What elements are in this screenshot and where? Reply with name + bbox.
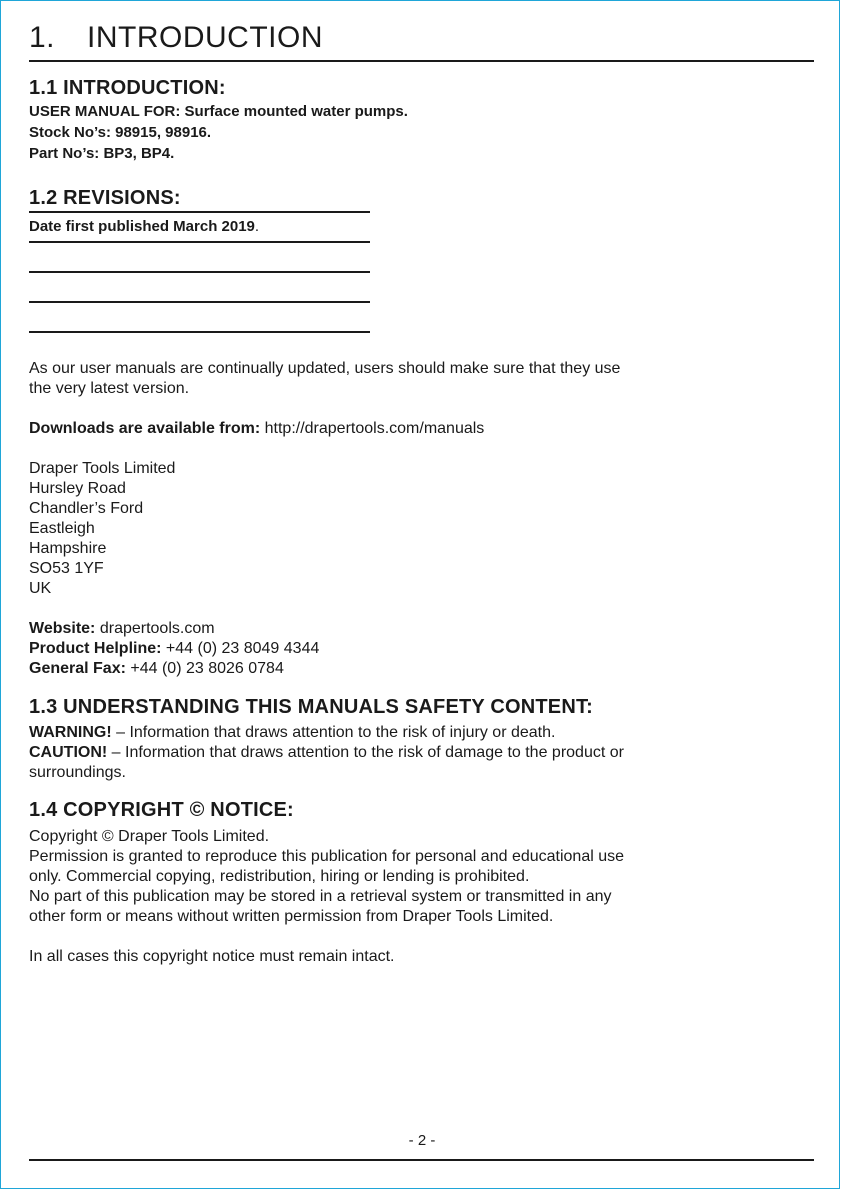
revision-rule-2 xyxy=(29,241,370,243)
helpline-line: Product Helpline: +44 (0) 23 8049 4344 xyxy=(29,640,320,657)
section-1-4-title: 1.4 COPYRIGHT © NOTICE: xyxy=(29,799,294,821)
manual-for-line: USER MANUAL FOR: Surface mounted water pumps. xyxy=(29,103,408,120)
company-address xyxy=(29,459,719,599)
address-line: UK xyxy=(29,580,52,597)
downloads-line: Downloads are available from: http://drapertools.com/manuals xyxy=(29,420,485,437)
stock-numbers-line: Stock No’s: 98915, 98916. xyxy=(29,124,212,141)
section-1-3-title: 1.3 UNDERSTANDING THIS MANUALS SAFETY CONTENT: xyxy=(29,696,594,718)
safety-definitions: WARNING! – Information that draws attention to the risk of injury or death. CAUTION! – Information that draws attention to the risk of damage to the product or surroundings. xyxy=(29,723,719,783)
address-line: Chandler’s Ford xyxy=(29,500,144,517)
address-line: Hampshire xyxy=(29,540,107,557)
part-numbers-line: Part No’s: BP3, BP4. xyxy=(29,145,175,162)
copyright-text: Copyright © Draper Tools Limited. Permission is granted to reproduce this publication for personal and educational use only. Commercial copying, redistribution, hiring or lending is prohibited. No part of this publication may be stored in a retrieval system or transmitted in any other form or means without written permission from Draper Tools Limited. xyxy=(29,828,625,925)
revision-rule-4 xyxy=(29,301,370,303)
copyright-closing: In all cases this copyright notice must remain intact. xyxy=(29,948,395,965)
address-line: Draper Tools Limited xyxy=(29,460,176,477)
contact-details xyxy=(29,619,719,679)
section-1-1-title: 1.1 INTRODUCTION: xyxy=(29,77,226,99)
caution-definition: CAUTION! – Information that draws attention to the risk of damage to the product or xyxy=(29,744,624,761)
heading-number: 1. xyxy=(29,21,56,54)
page-heading xyxy=(29,21,323,55)
website-link[interactable]: drapertools.com xyxy=(95,620,215,637)
downloads-link[interactable]: http://drapertools.com/manuals xyxy=(260,420,485,437)
revision-rule-1 xyxy=(29,211,370,213)
page-number: - 2 - xyxy=(408,1132,436,1149)
section-1-2-title: 1.2 REVISIONS: xyxy=(29,187,181,209)
manual-update-note: As our user manuals are continually updated, users should make sure that they use the very latest version. xyxy=(29,360,621,397)
footer-rule xyxy=(29,1159,814,1161)
heading-rule xyxy=(29,60,814,62)
address-line: Hursley Road xyxy=(29,480,126,497)
revision-rule-3 xyxy=(29,271,370,273)
warning-definition: WARNING! – Information that draws attention to the risk of injury or death. xyxy=(29,724,556,741)
revision-rule-5 xyxy=(29,331,370,333)
address-line: SO53 1YF xyxy=(29,560,104,577)
fax-line: General Fax: +44 (0) 23 8026 0784 xyxy=(29,660,284,677)
heading-title: INTRODUCTION xyxy=(87,21,323,54)
first-published-date: Date first published March 2019. xyxy=(29,218,260,235)
address-line: Eastleigh xyxy=(29,520,95,537)
website-line: Website: drapertools.com xyxy=(29,620,215,637)
